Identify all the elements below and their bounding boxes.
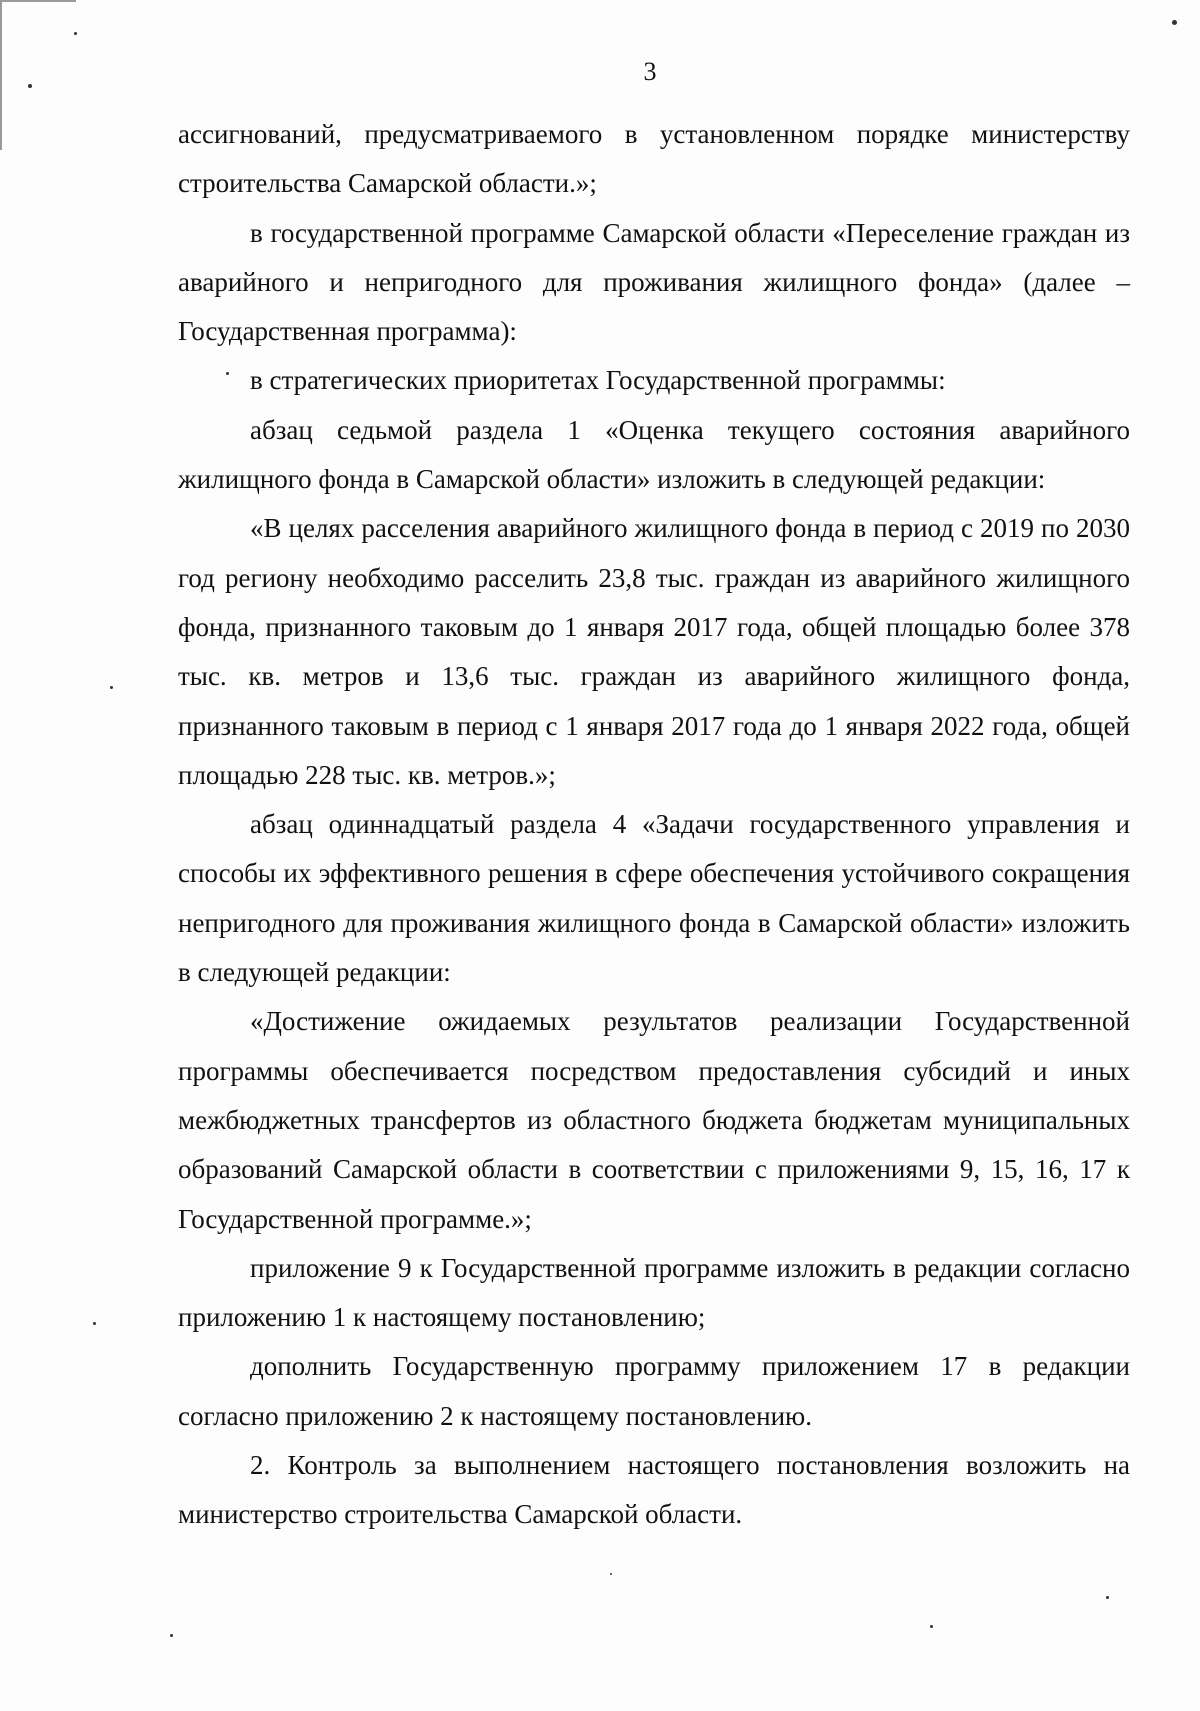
paragraph: ассигнований, предусматриваемого в установленном порядке министерству строительства Самарской области.»; [178, 119, 1130, 199]
scan-speck [1172, 20, 1177, 25]
document-body [178, 110, 1130, 1540]
scan-speck [93, 1322, 96, 1325]
page-number: 3 [643, 57, 657, 86]
scan-speck [610, 1573, 612, 1575]
scan-speck [1106, 1596, 1109, 1599]
paragraph: дополнить Государственную программу приложением 17 в редакции согласно приложению 2 к настоящему постановлению. [178, 1351, 1130, 1431]
paragraph: абзац седьмой раздела 1 «Оценка текущего состояния аварийного жилищного фонда в Самарской области» изложить в следующей редакции: [178, 414, 1130, 495]
paragraph: в стратегических приоритетах Государственной программы: [250, 365, 946, 396]
scan-edge-top-left [0, 0, 76, 2]
paragraph: в государственной программе Самарской области «Переселение граждан из аварийного и непригодного для проживания жилищного фонда» (далее – Государственная программа): [178, 217, 1130, 347]
paragraph: абзац одиннадцатый раздела 4 «Задачи государственного управления и способы их эффективного решения в сфере обеспечения устойчивого сокращения непригодного для проживания жилищного фонда в Самарской области» изложить в следующей редакции: [178, 809, 1130, 988]
scan-speck [170, 1634, 173, 1637]
paragraph: приложение 9 к Государственной программе изложить в редакции согласно приложению 1 к настоящему постановлению; [178, 1252, 1130, 1333]
quoted-paragraph: «Достижение ожидаемых результатов реализации Государственной программы обеспечивается посредством предоставления субсидий и иных межбюджетных трансфертов из областного бюджета бюджетам муниципальных образований Самарской области в соответствии с приложениями 9, 15, 16, 17 к Государственной программе.»; [178, 1006, 1130, 1234]
paragraph: 2. Контроль за выполнением настоящего постановления возложить на министерство строительства Самарской области. [178, 1450, 1130, 1530]
scan-speck [74, 32, 77, 35]
scan-speck [110, 686, 113, 689]
scan-speck [930, 1625, 933, 1628]
quoted-paragraph: «В целях расселения аварийного жилищного фонда в период с 2019 по 2030 год региону необходимо расселить 23,8 тыс. граждан из аварийного жилищного фонда, признанного таковым до 1 января 2017 года, общей площадью более 378 тыс. кв. метров и 13,6 тыс. граждан из аварийного жилищного фонда, признанного таковым в период с 1 января 2017 года до 1 января 2022 года, общей площадью 228 тыс. кв. метров.»; [178, 513, 1130, 790]
